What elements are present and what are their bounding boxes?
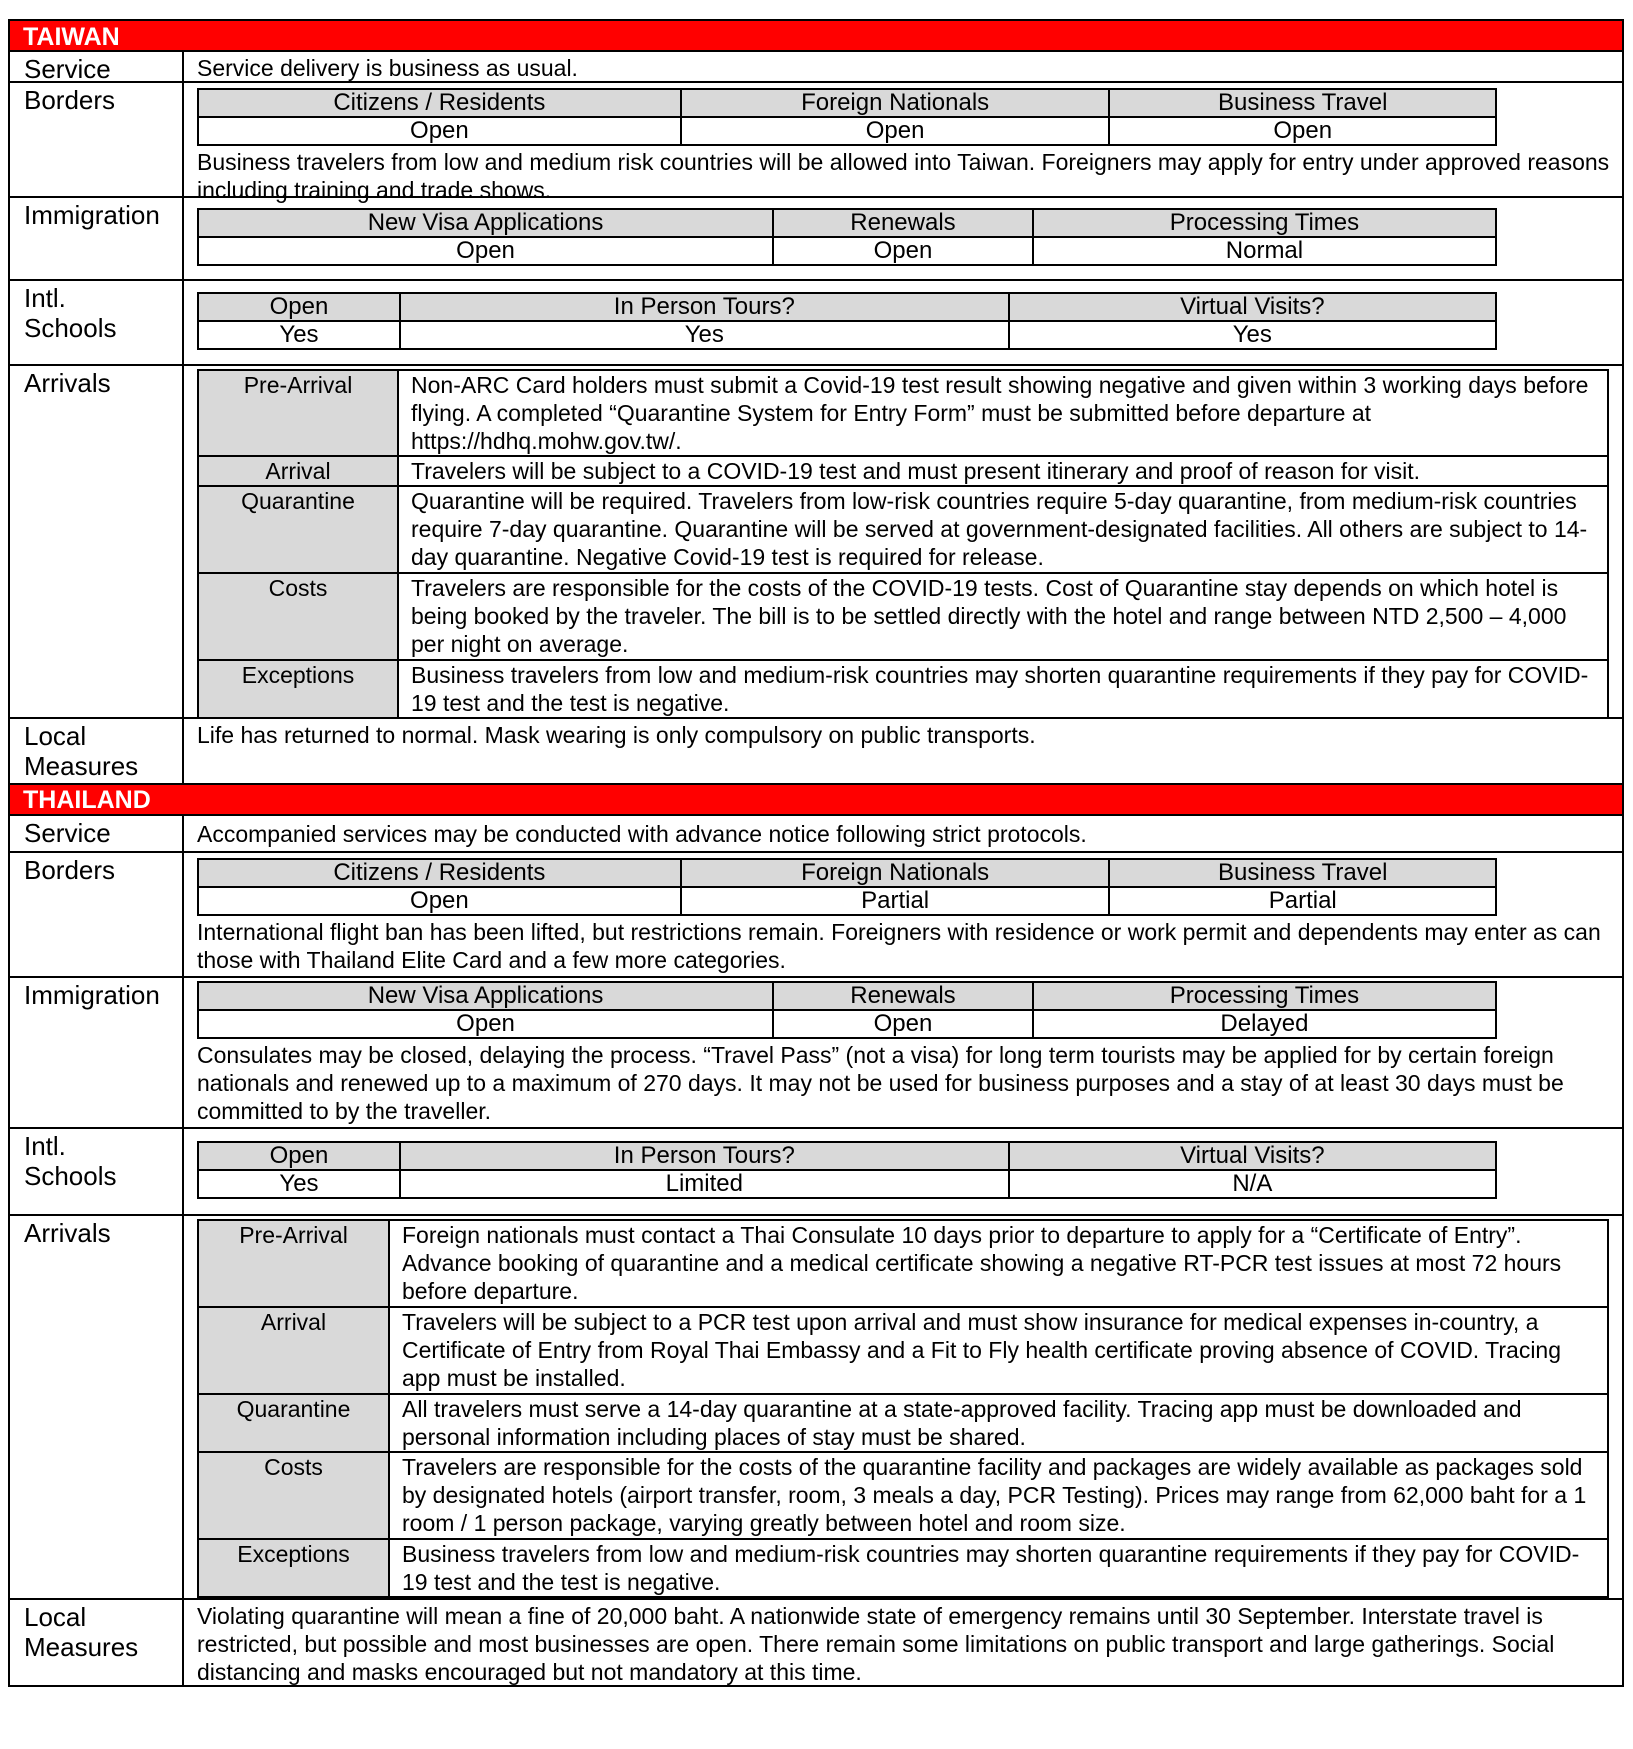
arrival-step-text: Travelers are responsible for the costs of the quarantine facility and packages are widely available as packages sold by designated hotels (airport transfer, room, 3 meals a day, PCR Testing). Prices may range from 62,000 baht for a 1 room / 1 person package, varying greatly between hotel and room size. [389, 1452, 1608, 1539]
service-text: Service delivery is business as usual. [197, 55, 578, 81]
schools-row [8, 281, 1624, 366]
local-measures-row [8, 1600, 1624, 1687]
arrival-step-text: Quarantine will be required. Travelers from low-risk countries require 5-day quarantine, from medium-risk countries require 7-day quarantine. Quarantine will be served at government-designated facilities. All others are subject to 14-day quarantine. Negative Covid-19 test is required for release. [398, 486, 1608, 573]
arrival-step-label: Arrival [198, 1307, 389, 1394]
status-value: Open [681, 117, 1110, 145]
row-label: Immigration [10, 978, 184, 1127]
status-value: Open [1109, 117, 1496, 145]
status-value: Yes [1009, 321, 1496, 349]
status-header: Processing Times [1033, 982, 1496, 1010]
borders-status-table [197, 88, 1497, 146]
borders-status-table [197, 858, 1497, 916]
arrival-step-text: Travelers are responsible for the costs of the COVID-19 tests. Cost of Quarantine stay depends on which hotel is being booked by the traveler. The bill is to be settled directly with the hotel and range between NTD 2,500 – 4,000 per night on average. [398, 573, 1608, 660]
row-label: Service [10, 52, 184, 81]
arrivals-row [8, 1216, 1624, 1600]
status-value: Open [198, 117, 681, 145]
status-value: Yes [198, 1170, 400, 1198]
arrivals-row [8, 366, 1624, 719]
status-header: New Visa Applications [198, 209, 773, 237]
status-value: Open [198, 237, 773, 265]
immigration-status-table [197, 981, 1497, 1039]
country-header: TAIWAN [8, 19, 1624, 52]
immigration-status-table [197, 208, 1497, 266]
service-text: Accompanied services may be conducted with advance notice following strict protocols. [197, 821, 1087, 847]
status-header: Citizens / Residents [198, 859, 681, 887]
status-value: Open [773, 1010, 1033, 1038]
row-label: Arrivals [10, 1216, 184, 1598]
row-label: Service [10, 816, 184, 851]
arrival-step-label: Arrival [198, 456, 398, 486]
arrival-step-label: Pre-Arrival [198, 1220, 389, 1307]
immigration-row [8, 978, 1624, 1129]
arrival-step-label: Quarantine [198, 1394, 389, 1452]
schools-row [8, 1129, 1624, 1216]
row-label: Intl. Schools [10, 1129, 184, 1214]
status-value: Limited [400, 1170, 1009, 1198]
arrival-step-label: Quarantine [198, 486, 398, 573]
arrival-step-label: Costs [198, 573, 398, 660]
row-label: Borders [10, 83, 184, 196]
arrival-step-text: Travelers will be subject to a PCR test upon arrival and must show insurance for medical expenses in-country, a Certificate of Entry from Royal Thai Embassy and a Fit to Fly health certificate proving absence of COVID. Tracing app must be installed. [389, 1307, 1608, 1394]
arrival-step-text: Non-ARC Card holders must submit a Covid-19 test result showing negative and given within 3 working days before flying. A completed “Quarantine System for Entry Form” must be submitted before departure at https://hdhq.mohw.gov.tw/. [398, 370, 1608, 456]
status-value: Normal [1033, 237, 1496, 265]
schools-status-table [197, 292, 1497, 350]
status-header: Processing Times [1033, 209, 1496, 237]
status-header: Open [198, 293, 400, 321]
arrival-step-text: Business travelers from low and medium-risk countries may shorten quarantine requirements if they pay for COVID-19 test and the test is negative. [398, 660, 1608, 718]
row-label: Intl. Schools [10, 281, 184, 364]
country-section-thailand [8, 785, 1624, 1687]
status-header: Virtual Visits? [1009, 293, 1496, 321]
borders-row [8, 853, 1624, 978]
status-header: In Person Tours? [400, 1142, 1009, 1170]
status-header: Renewals [773, 209, 1033, 237]
borders-row [8, 83, 1624, 203]
arrival-step-text: All travelers must serve a 14-day quarantine at a state-approved facility. Tracing app must be downloaded and personal information including places of stay must be shared. [389, 1394, 1608, 1452]
status-header: In Person Tours? [400, 293, 1009, 321]
immigration-note: Consulates may be closed, delaying the process. “Travel Pass” (not a visa) for long term tourists may be applied for by certain foreign nationals and renewed up to a maximum of 270 days. It may not be used for business purposes and a stay of at least 30 days must be committed to by the traveller. [197, 1042, 1564, 1124]
country-section-taiwan [8, 19, 1624, 785]
arrival-step-text: Foreign nationals must contact a Thai Consulate 10 days prior to departure to apply for a “Certificate of Entry”. Advance booking of quarantine and a medical certificate showing a negative RT-PCR test issues at most 72 hours before departure. [389, 1220, 1608, 1307]
status-value: Open [773, 237, 1033, 265]
row-label: Arrivals [10, 366, 184, 717]
arrival-step-label: Costs [198, 1452, 389, 1539]
row-label: Borders [10, 853, 184, 976]
service-row [8, 52, 1624, 83]
local-measures-text: Violating quarantine will mean a fine of 20,000 baht. A nationwide state of emergency remains until 30 September. Interstate travel is restricted, but possible and most businesses are open. There remain some limitations on public transport and large gatherings. Social distancing and masks encouraged but not mandatory at this time. [197, 1603, 1555, 1685]
schools-status-table [197, 1141, 1497, 1199]
row-label: Local Measures [10, 1600, 184, 1685]
row-label: Immigration [10, 198, 184, 279]
status-header: Renewals [773, 982, 1033, 1010]
status-header: Citizens / Residents [198, 89, 681, 117]
status-value: Yes [198, 321, 400, 349]
borders-note: International flight ban has been lifted, but restrictions remain. Foreigners with residence or work permit and dependents may enter as can those with Thailand Elite Card and a few more categories. [197, 919, 1601, 973]
status-header: New Visa Applications [198, 982, 773, 1010]
row-label: Local Measures [10, 719, 184, 783]
arrivals-table [197, 369, 1609, 719]
arrival-step-text: Travelers will be subject to a COVID-19 test and must present itinerary and proof of reason for visit. [398, 456, 1608, 486]
arrival-step-label: Pre-Arrival [198, 370, 398, 456]
arrival-step-text: Business travelers from low and medium-risk countries may shorten quarantine requirements if they pay for COVID-19 test and the test is negative. [389, 1539, 1608, 1597]
document [8, 19, 1624, 1687]
status-value: Partial [1109, 887, 1496, 915]
country-header: THAILAND [8, 785, 1624, 816]
service-row [8, 816, 1624, 853]
local-measures-text: Life has returned to normal. Mask wearing is only compulsory on public transports. [197, 722, 1036, 748]
status-header: Business Travel [1109, 89, 1496, 117]
status-value: Open [198, 887, 681, 915]
arrival-step-label: Exceptions [198, 1539, 389, 1597]
status-header: Virtual Visits? [1009, 1142, 1496, 1170]
borders-note: Business travelers from low and medium risk countries will be allowed into Taiwan. Foreigners may apply for entry under approved reasons including training and trade shows. [197, 149, 1610, 203]
status-header: Business Travel [1109, 859, 1496, 887]
arrival-step-label: Exceptions [198, 660, 398, 718]
arrivals-table [197, 1219, 1609, 1598]
status-value: Partial [681, 887, 1110, 915]
status-value: Delayed [1033, 1010, 1496, 1038]
immigration-row [8, 198, 1624, 281]
status-header: Foreign Nationals [681, 89, 1110, 117]
status-value: Open [198, 1010, 773, 1038]
status-header: Foreign Nationals [681, 859, 1110, 887]
local-measures-row [8, 719, 1624, 785]
status-value: Yes [400, 321, 1009, 349]
status-value: N/A [1009, 1170, 1496, 1198]
status-header: Open [198, 1142, 400, 1170]
